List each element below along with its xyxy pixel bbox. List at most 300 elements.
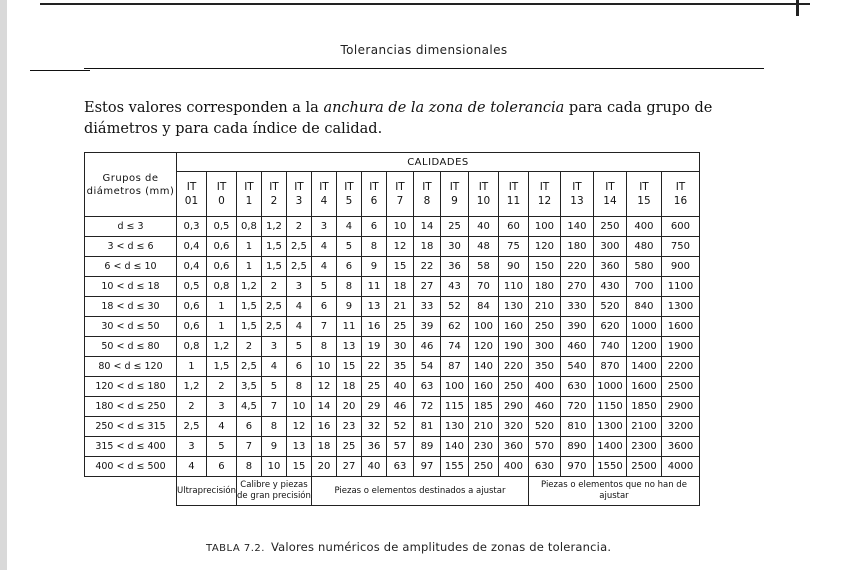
- tolerance-value-cell: 1550: [593, 457, 626, 477]
- footer-ajustar: Piezas o elementos destinados a ajustar: [311, 477, 528, 506]
- it-grade: 7: [396, 195, 404, 207]
- footer-no-ajustar: Piezas o elementos que no han de ajustar: [528, 477, 699, 506]
- tolerance-value-cell: 10: [386, 217, 413, 237]
- running-header: Tolerancias dimensionales: [340, 43, 508, 57]
- tolerance-value-cell: 210: [528, 297, 560, 317]
- it-grade: 6: [370, 195, 378, 207]
- table-row: [85, 357, 700, 377]
- tolerance-value-cell: 11: [336, 317, 361, 337]
- tolerance-value-cell: 13: [361, 297, 386, 317]
- tolerance-value-cell: 15: [336, 357, 361, 377]
- tolerance-value-cell: 6: [286, 357, 311, 377]
- tolerance-value-cell: 18: [413, 237, 440, 257]
- tolerance-value-cell: 1400: [626, 357, 661, 377]
- tolerance-value-cell: 10: [261, 457, 286, 477]
- tolerance-value-cell: 6: [336, 257, 361, 277]
- tolerance-value-cell: 140: [440, 437, 468, 457]
- tolerance-value-cell: 2,5: [261, 297, 286, 317]
- tolerance-value-cell: 46: [386, 397, 413, 417]
- it-header-cell: [528, 172, 560, 217]
- tolerance-value-cell: 52: [440, 297, 468, 317]
- tolerance-value-cell: 570: [528, 437, 560, 457]
- tolerance-value-cell: 0,8: [177, 337, 207, 357]
- table-row: [85, 297, 700, 317]
- tolerance-value-cell: 130: [498, 297, 528, 317]
- tolerance-value-cell: 14: [413, 217, 440, 237]
- tolerance-value-cell: 3: [261, 337, 286, 357]
- tolerance-value-cell: 2100: [626, 417, 661, 437]
- diameter-range-label: 315 < d ≤ 400: [85, 437, 177, 457]
- diameter-range-label: 120 < d ≤ 180: [85, 377, 177, 397]
- table-row: [85, 337, 700, 357]
- tolerance-value-cell: 0,6: [206, 257, 236, 277]
- tolerance-value-cell: 1,2: [206, 337, 236, 357]
- tolerance-value-cell: 21: [386, 297, 413, 317]
- tolerance-value-cell: 3,5: [236, 377, 261, 397]
- it-grade: 15: [637, 195, 651, 207]
- it-header-row: [85, 172, 700, 217]
- tolerance-value-cell: 1000: [626, 317, 661, 337]
- it-header-cell: [593, 172, 626, 217]
- tolerance-value-cell: 84: [468, 297, 498, 317]
- it-prefix: IT: [344, 181, 354, 193]
- tolerance-value-cell: 620: [593, 317, 626, 337]
- tolerance-value-cell: 8: [286, 377, 311, 397]
- it-grade: 1: [245, 195, 253, 207]
- tolerance-value-cell: 3: [177, 437, 207, 457]
- tolerance-value-cell: 1600: [661, 317, 699, 337]
- it-header-cell: [286, 172, 311, 217]
- it-prefix: IT: [639, 181, 649, 193]
- tolerance-value-cell: 540: [560, 357, 593, 377]
- tolerance-value-cell: 3: [206, 397, 236, 417]
- tolerance-value-cell: 2: [261, 277, 286, 297]
- tolerance-value-cell: 15: [286, 457, 311, 477]
- tolerance-value-cell: 250: [593, 217, 626, 237]
- it-prefix: IT: [539, 181, 550, 193]
- table-row: [85, 397, 700, 417]
- tolerance-value-cell: 6: [361, 217, 386, 237]
- diameter-range-label: 50 < d ≤ 80: [85, 337, 177, 357]
- tolerance-value-cell: 840: [626, 297, 661, 317]
- tolerance-value-cell: 4,5: [236, 397, 261, 417]
- tolerance-value-cell: 0,5: [206, 217, 236, 237]
- tolerance-value-cell: 4: [286, 317, 311, 337]
- tolerance-value-cell: 180: [528, 277, 560, 297]
- tolerance-value-cell: 1100: [661, 277, 699, 297]
- tolerance-value-cell: 70: [468, 277, 498, 297]
- it-header-cell: [661, 172, 699, 217]
- tolerance-value-cell: 81: [413, 417, 440, 437]
- tolerance-value-cell: 1: [206, 317, 236, 337]
- it-header-cell: [336, 172, 361, 217]
- tolerance-value-cell: 1: [236, 257, 261, 277]
- it-header-cell: [440, 172, 468, 217]
- it-prefix: IT: [216, 181, 227, 193]
- tolerance-value-cell: 12: [386, 237, 413, 257]
- tolerance-value-cell: 63: [413, 377, 440, 397]
- tolerance-value-cell: 430: [593, 277, 626, 297]
- tolerance-value-cell: 6: [236, 417, 261, 437]
- tolerance-value-cell: 300: [528, 337, 560, 357]
- tolerance-value-cell: 2: [236, 337, 261, 357]
- tolerance-value-cell: 460: [560, 337, 593, 357]
- tolerance-value-cell: 6: [206, 457, 236, 477]
- tolerance-value-cell: 3: [311, 217, 336, 237]
- tolerance-value-cell: 1,5: [206, 357, 236, 377]
- tolerance-value-cell: 25: [336, 437, 361, 457]
- it-prefix: IT: [319, 181, 329, 193]
- tolerance-value-cell: 36: [361, 437, 386, 457]
- tolerance-value-cell: 100: [440, 377, 468, 397]
- it-header-cell: [261, 172, 286, 217]
- tolerance-value-cell: 120: [468, 337, 498, 357]
- it-prefix: IT: [294, 181, 304, 193]
- tolerance-value-cell: 350: [528, 357, 560, 377]
- diameter-range-label: d ≤ 3: [85, 217, 177, 237]
- tolerance-value-cell: 30: [440, 237, 468, 257]
- tolerance-value-cell: 100: [528, 217, 560, 237]
- footer-row: [85, 477, 700, 506]
- tolerance-value-cell: 155: [440, 457, 468, 477]
- tolerance-value-cell: 250: [528, 317, 560, 337]
- tolerance-value-cell: 4: [261, 357, 286, 377]
- tolerance-value-cell: 270: [560, 277, 593, 297]
- it-header-cell: [413, 172, 440, 217]
- tolerance-value-cell: 2: [177, 397, 207, 417]
- top-corner-mark: [796, 0, 799, 16]
- diameter-range-label: 3 < d ≤ 6: [85, 237, 177, 257]
- tolerance-value-cell: 9: [261, 437, 286, 457]
- table-row: [85, 217, 700, 237]
- intro-text-start: Estos valores corresponden a la: [84, 100, 324, 116]
- tolerance-value-cell: 32: [361, 417, 386, 437]
- tolerance-value-cell: 62: [440, 317, 468, 337]
- tolerance-value-cell: 3: [286, 277, 311, 297]
- tolerance-value-cell: 89: [413, 437, 440, 457]
- tolerance-value-cell: 12: [311, 377, 336, 397]
- table-row: [85, 457, 700, 477]
- tolerance-value-cell: 520: [593, 297, 626, 317]
- tolerance-value-cell: 16: [361, 317, 386, 337]
- table-row: [85, 317, 700, 337]
- it-grade: 4: [320, 195, 328, 207]
- tolerance-value-cell: 25: [440, 217, 468, 237]
- tolerance-value-cell: 970: [560, 457, 593, 477]
- tolerance-value-cell: 7: [261, 397, 286, 417]
- tolerance-value-cell: 5: [206, 437, 236, 457]
- it-grade: 9: [451, 195, 458, 207]
- tolerance-value-cell: 25: [386, 317, 413, 337]
- diameter-range-label: 400 < d ≤ 500: [85, 457, 177, 477]
- table-caption: [206, 540, 611, 554]
- it-grade: 0: [218, 195, 225, 207]
- tolerance-value-cell: 4: [286, 297, 311, 317]
- tolerance-value-cell: 210: [468, 417, 498, 437]
- tolerance-value-cell: 750: [661, 237, 699, 257]
- it-prefix: IT: [369, 181, 379, 193]
- it-prefix: IT: [269, 181, 279, 193]
- tolerance-value-cell: 8: [311, 337, 336, 357]
- tolerance-value-cell: 1,2: [177, 377, 207, 397]
- it-header-cell: [236, 172, 261, 217]
- tolerance-value-cell: 2,5: [286, 237, 311, 257]
- diameter-range-label: 250 < d ≤ 315: [85, 417, 177, 437]
- it-header-cell: [311, 172, 336, 217]
- tolerance-value-cell: 2,5: [261, 317, 286, 337]
- tolerance-value-cell: 0,8: [206, 277, 236, 297]
- tolerance-value-cell: 150: [528, 257, 560, 277]
- it-grade: 13: [570, 195, 584, 207]
- tolerance-value-cell: 4: [311, 257, 336, 277]
- tolerance-value-cell: 460: [528, 397, 560, 417]
- table-row: [85, 437, 700, 457]
- calidades-header: CALIDADES: [177, 153, 700, 172]
- tolerance-value-cell: 33: [413, 297, 440, 317]
- diameter-range-label: 180 < d ≤ 250: [85, 397, 177, 417]
- tolerance-value-cell: 1600: [626, 377, 661, 397]
- tolerance-value-cell: 2900: [661, 397, 699, 417]
- it-prefix: IT: [244, 181, 254, 193]
- it-grade: 12: [537, 195, 552, 207]
- tolerance-value-cell: 7: [236, 437, 261, 457]
- tolerance-value-cell: 2500: [626, 457, 661, 477]
- tolerance-value-cell: 290: [498, 397, 528, 417]
- it-header-cell: [626, 172, 661, 217]
- tolerance-value-cell: 19: [361, 337, 386, 357]
- tolerance-value-cell: 1400: [593, 437, 626, 457]
- tolerance-value-cell: 14: [311, 397, 336, 417]
- footer-ultraprecision: Ultraprecisión: [177, 477, 237, 506]
- tolerance-value-cell: 120: [528, 237, 560, 257]
- tolerance-value-cell: 40: [386, 377, 413, 397]
- table-row: [85, 277, 700, 297]
- tolerance-value-cell: 87: [440, 357, 468, 377]
- footer-blank: [85, 477, 177, 506]
- tolerance-value-cell: 20: [336, 397, 361, 417]
- it-grade: 16: [673, 195, 688, 207]
- tolerance-value-cell: 330: [560, 297, 593, 317]
- it-header-cell: [560, 172, 593, 217]
- intro-emphasis: anchura de la zona de tolerancia: [323, 100, 565, 116]
- it-grade: 3: [295, 195, 303, 207]
- tolerance-value-cell: 39: [413, 317, 440, 337]
- tolerance-value-cell: 29: [361, 397, 386, 417]
- tolerance-value-cell: 230: [468, 437, 498, 457]
- tolerance-value-cell: 10: [286, 397, 311, 417]
- tolerance-value-cell: 58: [468, 257, 498, 277]
- tolerance-value-cell: 1850: [626, 397, 661, 417]
- tolerance-value-cell: 400: [528, 377, 560, 397]
- tolerance-value-cell: 63: [386, 457, 413, 477]
- tolerance-value-cell: 4: [311, 237, 336, 257]
- table-row: [85, 417, 700, 437]
- tolerance-value-cell: 0,6: [177, 317, 207, 337]
- it-prefix: IT: [572, 181, 582, 193]
- diameter-range-label: 10 < d ≤ 18: [85, 277, 177, 297]
- tolerance-value-cell: 5: [336, 237, 361, 257]
- tolerance-value-cell: 360: [498, 437, 528, 457]
- tolerance-value-cell: 0,5: [177, 277, 207, 297]
- it-grade: 5: [345, 195, 353, 207]
- tolerance-value-cell: 36: [440, 257, 468, 277]
- calidades-header-row: [85, 153, 700, 172]
- tolerance-value-cell: 2,5: [286, 257, 311, 277]
- tolerance-value-cell: 48: [468, 237, 498, 257]
- tolerance-value-cell: 1,5: [261, 237, 286, 257]
- tolerance-value-cell: 220: [560, 257, 593, 277]
- tolerance-value-cell: 400: [626, 217, 661, 237]
- tolerance-value-cell: 1,5: [261, 257, 286, 277]
- diameter-range-label: 80 < d ≤ 120: [85, 357, 177, 377]
- header-rule-left: [30, 70, 90, 71]
- intro-text-end: para cada grupo de diámetros y para cada índice de calidad.: [84, 100, 713, 137]
- tolerance-value-cell: 18: [386, 277, 413, 297]
- it-grade: 14: [603, 195, 617, 207]
- caption-text: Valores numéricos de amplitudes de zonas de tolerancia.: [270, 540, 612, 554]
- tolerance-value-cell: 4: [177, 457, 207, 477]
- tolerance-value-cell: 0,4: [177, 257, 207, 277]
- tolerance-value-cell: 18: [336, 377, 361, 397]
- tolerance-value-cell: 1,2: [261, 217, 286, 237]
- tolerance-value-cell: 2500: [661, 377, 699, 397]
- diameter-range-label: 6 < d ≤ 10: [85, 257, 177, 277]
- tolerance-value-cell: 16: [311, 417, 336, 437]
- tolerance-value-cell: 25: [361, 377, 386, 397]
- it-prefix: IT: [478, 181, 489, 193]
- it-header-cell: [177, 172, 207, 217]
- tolerance-value-cell: 0,6: [206, 237, 236, 257]
- tolerance-value-cell: 600: [661, 217, 699, 237]
- tolerance-value-cell: 23: [336, 417, 361, 437]
- tolerance-value-cell: 390: [560, 317, 593, 337]
- tolerance-value-cell: 0,8: [236, 217, 261, 237]
- caption-label: TABLA 7.2.: [206, 543, 265, 554]
- tolerance-value-cell: 160: [498, 317, 528, 337]
- tolerance-value-cell: 180: [560, 237, 593, 257]
- tolerance-value-cell: 72: [413, 397, 440, 417]
- tolerance-value-cell: 115: [440, 397, 468, 417]
- it-grade: 8: [423, 195, 431, 207]
- tolerance-value-cell: 15: [386, 257, 413, 277]
- tolerance-value-cell: 740: [593, 337, 626, 357]
- tolerance-value-cell: 870: [593, 357, 626, 377]
- tolerance-value-cell: 40: [468, 217, 498, 237]
- diameter-range-label: 18 < d ≤ 30: [85, 297, 177, 317]
- tolerance-value-cell: 43: [440, 277, 468, 297]
- tolerance-value-cell: 22: [361, 357, 386, 377]
- header-rule: [84, 68, 764, 69]
- tolerance-value-cell: 520: [528, 417, 560, 437]
- tolerance-value-cell: 13: [286, 437, 311, 457]
- tolerance-value-cell: 40: [361, 457, 386, 477]
- tolerance-value-cell: 2200: [661, 357, 699, 377]
- tolerance-value-cell: 250: [468, 457, 498, 477]
- tolerance-table: [84, 152, 700, 506]
- tolerance-value-cell: 2300: [626, 437, 661, 457]
- it-prefix: IT: [186, 181, 197, 193]
- tolerance-value-cell: 100: [468, 317, 498, 337]
- tolerance-value-cell: 2,5: [236, 357, 261, 377]
- tolerance-value-cell: 1: [236, 237, 261, 257]
- tolerance-value-cell: 7: [311, 317, 336, 337]
- it-grade: 2: [270, 195, 278, 207]
- tolerance-value-cell: 1200: [626, 337, 661, 357]
- tolerance-value-cell: 22: [413, 257, 440, 277]
- tolerance-value-cell: 630: [560, 377, 593, 397]
- tolerance-value-cell: 60: [498, 217, 528, 237]
- tolerance-value-cell: 52: [386, 417, 413, 437]
- tolerance-value-cell: 12: [286, 417, 311, 437]
- it-prefix: IT: [395, 181, 405, 193]
- tolerance-value-cell: 1300: [661, 297, 699, 317]
- tolerance-value-cell: 11: [361, 277, 386, 297]
- tolerance-value-cell: 8: [261, 417, 286, 437]
- tolerance-value-cell: 1900: [661, 337, 699, 357]
- tolerance-value-cell: 0,6: [177, 297, 207, 317]
- tolerance-value-cell: 130: [440, 417, 468, 437]
- tolerance-value-cell: 190: [498, 337, 528, 357]
- tolerance-value-cell: 97: [413, 457, 440, 477]
- tolerance-value-cell: 890: [560, 437, 593, 457]
- tolerance-value-cell: 580: [626, 257, 661, 277]
- tolerance-value-cell: 2,5: [177, 417, 207, 437]
- tolerance-value-cell: 1300: [593, 417, 626, 437]
- tolerance-value-cell: 1: [177, 357, 207, 377]
- diameter-range-label: 30 < d ≤ 50: [85, 317, 177, 337]
- tolerance-value-cell: 1150: [593, 397, 626, 417]
- tolerance-value-cell: 185: [468, 397, 498, 417]
- tolerance-value-cell: 3600: [661, 437, 699, 457]
- tolerance-value-cell: 360: [593, 257, 626, 277]
- tolerance-value-cell: 9: [361, 257, 386, 277]
- tolerance-value-cell: 1,2: [236, 277, 261, 297]
- tolerance-value-cell: 9: [336, 297, 361, 317]
- tolerance-value-cell: 810: [560, 417, 593, 437]
- tolerance-value-cell: 18: [311, 437, 336, 457]
- tolerance-value-cell: 20: [311, 457, 336, 477]
- tolerance-value-cell: 160: [468, 377, 498, 397]
- group-header: Grupos de diámetros (mm): [85, 153, 177, 217]
- tolerance-value-cell: 400: [498, 457, 528, 477]
- tolerance-value-cell: 54: [413, 357, 440, 377]
- tolerance-value-cell: 2: [286, 217, 311, 237]
- tolerance-value-cell: 6: [311, 297, 336, 317]
- tolerance-value-cell: 10: [311, 357, 336, 377]
- tolerance-value-cell: 3200: [661, 417, 699, 437]
- it-grade: 01: [184, 195, 199, 207]
- tolerance-value-cell: 0,3: [177, 217, 207, 237]
- intro-paragraph: [84, 98, 724, 140]
- it-header-cell: [361, 172, 386, 217]
- top-border-rule: [40, 3, 810, 5]
- tolerance-value-cell: 75: [498, 237, 528, 257]
- tolerance-value-cell: 110: [498, 277, 528, 297]
- tolerance-value-cell: 250: [498, 377, 528, 397]
- it-header-cell: [498, 172, 528, 217]
- it-prefix: IT: [422, 181, 432, 193]
- tolerance-value-cell: 1,5: [236, 317, 261, 337]
- tolerance-value-cell: 720: [560, 397, 593, 417]
- tolerance-value-cell: 8: [236, 457, 261, 477]
- table-row: [85, 377, 700, 397]
- table-body: [85, 217, 700, 477]
- tolerance-value-cell: 27: [336, 457, 361, 477]
- tolerance-value-cell: 5: [261, 377, 286, 397]
- tolerance-value-cell: 480: [626, 237, 661, 257]
- tolerance-value-cell: 74: [440, 337, 468, 357]
- it-header-cell: [206, 172, 236, 217]
